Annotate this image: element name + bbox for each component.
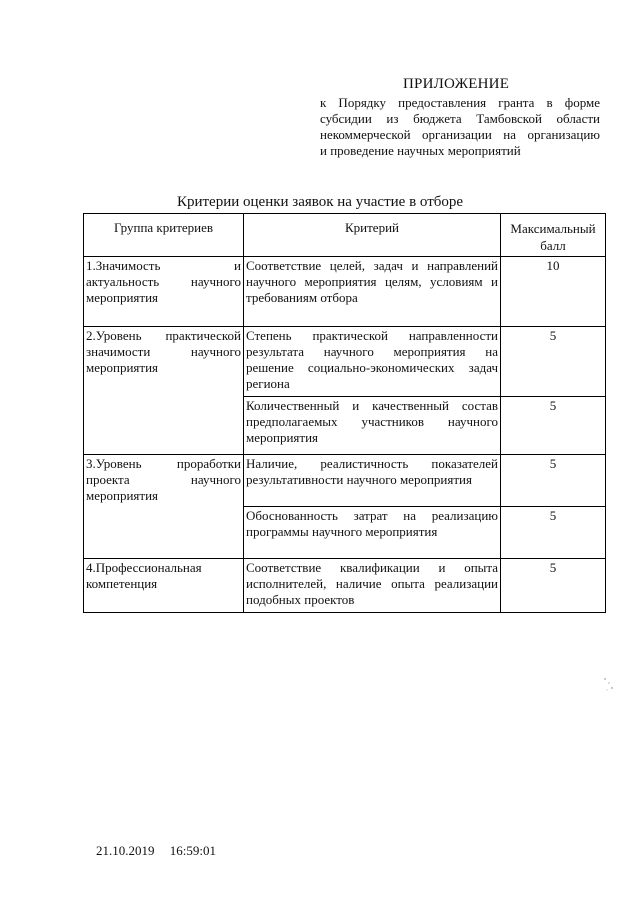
appendix-line: и проведение научных мероприятий (320, 143, 521, 158)
column-header-max-score: Максимальный балл (501, 214, 606, 257)
score-cell: 5 (501, 507, 606, 559)
table-row (84, 327, 606, 397)
score-cell: 10 (501, 257, 606, 327)
criteria-table (83, 213, 606, 613)
criterion-cell: Наличие, реалистичность показателей результативности научного мероприятия (244, 455, 501, 507)
table-row (84, 559, 606, 613)
print-date: 21.10.2019 (96, 843, 155, 858)
appendix-title: ПРИЛОЖЕНИЕ (403, 76, 510, 92)
criterion-cell: Количественный и качественный состав предполагаемых участников научного мероприятия (244, 397, 501, 455)
criterion-cell: Обоснованность затрат на реализацию программы научного мероприятия (244, 507, 501, 559)
appendix-line: некоммерческой организации на организацию (320, 127, 600, 142)
group-cell: 1.Значимость и актуальность научного мероприятия (84, 257, 244, 327)
appendix-line: субсидии из бюджета Тамбовской области (320, 111, 600, 126)
table-row (84, 455, 606, 507)
criterion-cell: Степень практической направленности результата научного мероприятия на решение социально-экономических задач региона (244, 327, 501, 397)
table-header-row (84, 214, 606, 257)
column-header-group: Группа критериев (84, 214, 244, 257)
criterion-cell: Соответствие целей, задач и направлений научного мероприятия целям, условиям и требованиям отбора (244, 257, 501, 327)
group-cell: 2.Уровень практической значимости научного мероприятия (84, 327, 244, 455)
group-cell: 4.Профессиональная компетенция (84, 559, 244, 613)
print-time: 16:59:01 (169, 843, 216, 858)
score-cell: 5 (501, 559, 606, 613)
column-header-criterion: Критерий (244, 214, 501, 257)
score-cell: 5 (501, 455, 606, 507)
score-cell: 5 (501, 397, 606, 455)
appendix-line: к Порядку предоставления гранта в форме (320, 95, 600, 110)
table-title: Критерии оценки заявок на участие в отборе (176, 194, 464, 210)
appendix-description (320, 95, 600, 159)
score-cell: 5 (501, 327, 606, 397)
scan-speck-marks (602, 675, 616, 695)
table-row (84, 257, 606, 327)
print-timestamp (96, 843, 216, 859)
group-cell: 3.Уровень проработки проекта научного мероприятия (84, 455, 244, 559)
criterion-cell: Соответствие квалификации и опыта исполнителей, наличие опыта реализации подобных проектов (244, 559, 501, 613)
